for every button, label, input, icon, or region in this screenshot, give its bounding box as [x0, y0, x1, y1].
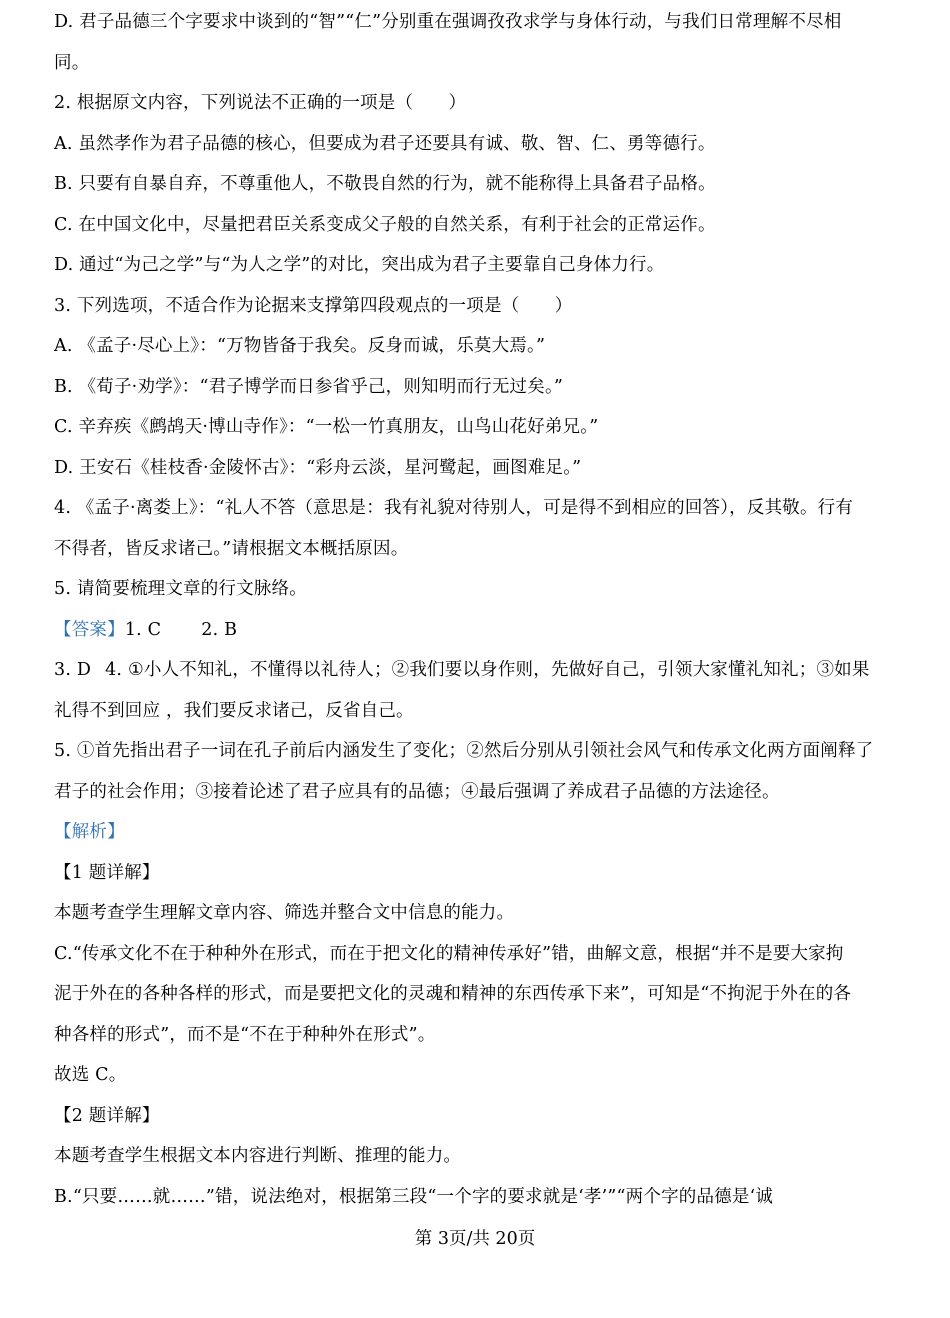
answer-1: 1. C: [124, 620, 162, 640]
q3-option-d: D. 王安石《桂枝香·金陵怀古》：“彩舟云淡，星河鹭起，画图难足。”: [54, 458, 582, 478]
answer-5-line1: 5. ①首先指出君子一词在孔子前后内涵发生了变化；②然后分别从引领社会风气和传承文化两方面阐释了: [54, 741, 874, 761]
question-4-line2: 不得者，皆反求诸己。”请根据文本概括原因。: [54, 539, 409, 559]
q2-option-b: B. 只要有自暴自弃，不尊重他人，不敬畏自然的行为，就不能称得上具备君子品格。: [54, 174, 716, 194]
q3-option-c: C. 辛弃疾《鹧鸪天·博山寺作》：“一松一竹真朋友，山鸟山花好弟兄。”: [54, 417, 599, 437]
answer-4-line1: 4. ①小人不知礼，不懂得以礼待人；②我们要以身作则，先做好自己，引领大家懂礼知礼；③如果: [105, 660, 870, 680]
answer-3-4-line: [54, 658, 904, 682]
page-footer: 第 3页/共 20页: [414, 1229, 536, 1249]
question-5: 5. 请简要梳理文章的行文脉络。: [54, 579, 307, 599]
q1-detail-line4: 种各样的形式”，而不是“不在于种种外在形式”。: [54, 1025, 436, 1045]
q1-detail-line3: 泥于外在的各种各样的形式，而是要把文化的灵魂和精神的东西传承下来”，可知是“不拘泥于外在的各: [54, 984, 852, 1004]
q2-option-a: A. 虽然孝作为君子品德的核心，但要成为君子还要具有诚、敬、智、仁、勇等德行。: [54, 134, 716, 154]
q2-option-d: D. 通过“为己之学”与“为人之学”的对比，突出成为君子主要靠自己身体力行。: [54, 255, 665, 275]
q1-detail-line2: C.“传承文化不在于种种外在形式，而在于把文化的精神传承好”错，曲解文意，根据“并不是要大家拘: [54, 944, 844, 964]
q1-detail-line1: 本题考查学生理解文章内容、筛选并整合文中信息的能力。: [54, 903, 515, 923]
q2-option-c: C. 在中国文化中，尽量把君臣关系变成父子般的自然关系，有利于社会的正常运作。: [54, 215, 716, 235]
q1-option-d-line1: D. 君子品德三个字要求中谈到的“智”“仁”分别重在强调孜孜求学与身体行动，与我们日常理解不尽相: [54, 12, 842, 32]
q2-detail-line2: B.“只要……就……”错，说法绝对，根据第三段“一个字的要求就是‘孝’”“两个字的品德是‘诚: [54, 1187, 774, 1207]
answer-5-line2: 君子的社会作用；③接着论述了君子应具有的品德；④最后强调了养成君子品德的方法途径。: [54, 782, 780, 802]
question-2-stem: 2. 根据原文内容，下列说法不正确的一项是（ ）: [54, 93, 467, 113]
answer-3: 3. D: [54, 660, 92, 680]
q2-detail-line1: 本题考查学生根据文本内容进行判断、推理的能力。: [54, 1146, 462, 1166]
answer-label: 【答案】: [54, 620, 125, 640]
q1-detail-line5: 故选 C。: [54, 1065, 127, 1085]
answer-4-line2: 礼得不到回应 ，我们要反求诸己，反省自己。: [54, 701, 414, 721]
q1-option-d-line2: 同。: [54, 53, 90, 73]
q2-detail-title: 【2 题详解】: [54, 1106, 160, 1126]
q3-option-a: A. 《孟子·尽心上》：“万物皆备于我矣。反身而诚，乐莫大焉。”: [54, 336, 546, 356]
question-3-stem: 3. 下列选项，不适合作为论据来支撑第四段观点的一项是（ ）: [54, 296, 573, 316]
q1-detail-title: 【1 题详解】: [54, 863, 160, 883]
analysis-label: 【解析】: [54, 822, 125, 842]
answer-2: 2. B: [201, 620, 238, 640]
answer-line: [54, 618, 904, 642]
question-4-line1: 4. 《孟子·离娄上》：“礼人不答（意思是：我有礼貌对待别人，可是得不到相应的回答），反其敬。行有: [54, 498, 854, 518]
q3-option-b: B. 《荀子·劝学》：“君子博学而日参省乎己，则知明而行无过矣。”: [54, 377, 564, 397]
